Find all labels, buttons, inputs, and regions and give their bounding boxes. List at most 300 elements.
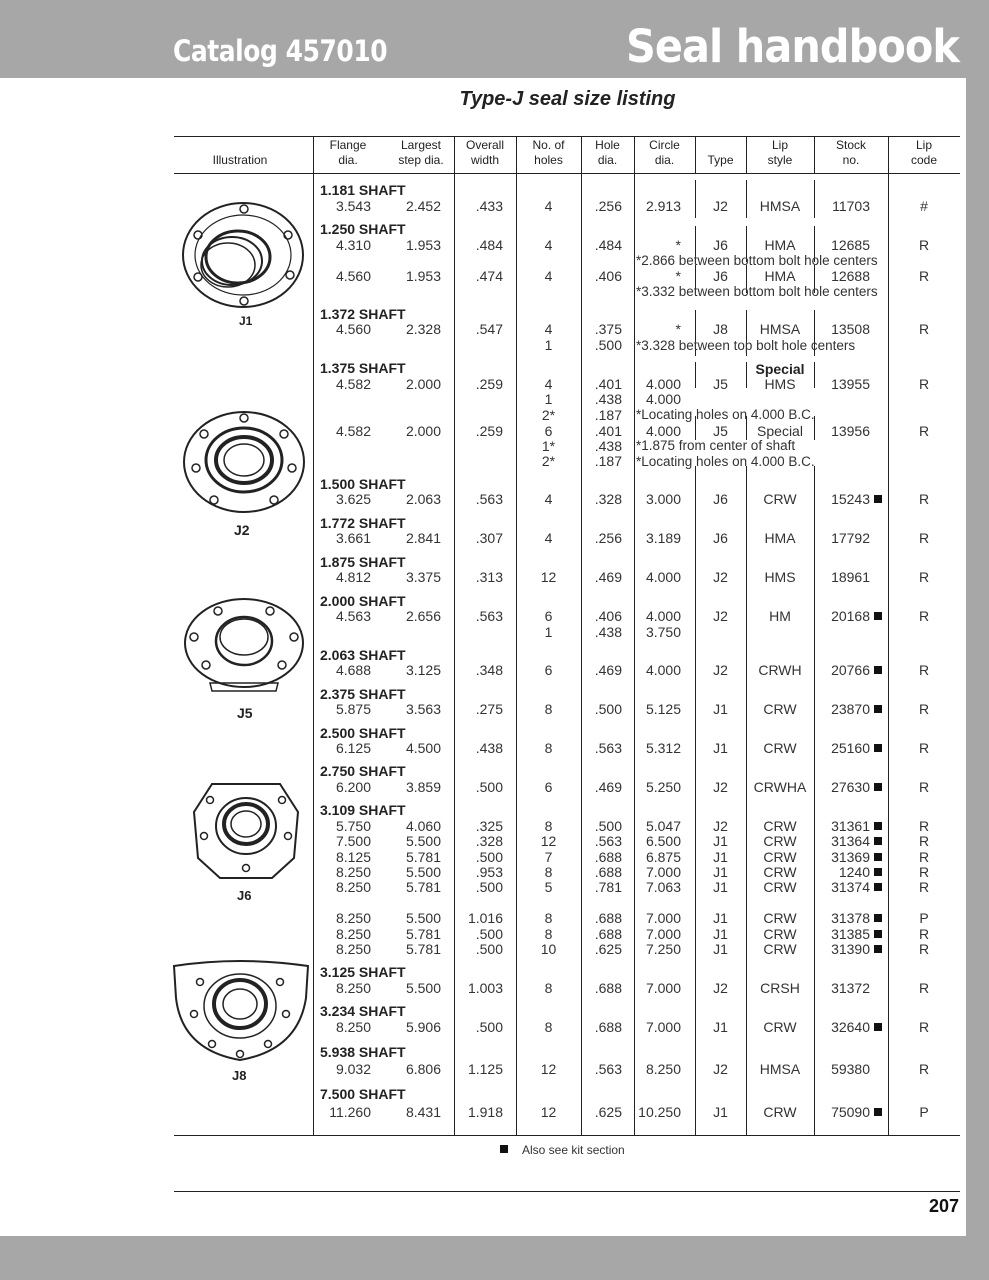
cell-circle-dia: 5.125 <box>645 701 681 717</box>
cell-hole-dia: .563 <box>594 740 622 756</box>
table-top-rule <box>174 136 960 137</box>
cell-lip-style: HMA <box>764 530 796 546</box>
cell-lip-code: R <box>918 608 930 624</box>
footnote-text: *Locating holes on 4.000 B.C. <box>636 407 815 422</box>
cell-lip-style: HMSA <box>759 321 801 337</box>
cell-flange-dia: 4.582 <box>335 423 371 439</box>
cell-lip-code: R <box>918 926 930 942</box>
shaft-size-heading: 1.372 SHAFT <box>320 306 406 322</box>
cell-hole-dia: .438 <box>594 391 622 407</box>
cell-no-of-holes: 8 <box>544 1019 553 1035</box>
cell-lip-style: CRW <box>763 849 797 865</box>
cell-overall-width: 1.918 <box>467 1104 503 1120</box>
shaft-size-heading: 1.375 SHAFT <box>320 360 406 376</box>
cell-lip-code: R <box>918 833 930 849</box>
cell-hole-dia: .781 <box>594 879 622 895</box>
cell-circle-dia: 4.000 <box>645 391 681 407</box>
cell-lip-style: Special <box>755 361 805 377</box>
cell-no-of-holes: 6 <box>544 423 553 439</box>
cell-hole-dia: .500 <box>594 701 622 717</box>
cell-flange-dia: 8.250 <box>335 941 371 957</box>
cell-circle-dia: 5.047 <box>645 818 681 834</box>
shaft-size-heading: 3.234 SHAFT <box>320 1003 406 1019</box>
cell-lip-style: HMSA <box>759 198 801 214</box>
cell-no-of-holes: 7 <box>544 849 553 865</box>
cell-flange-dia: 4.688 <box>335 662 371 678</box>
cell-hole-dia: .688 <box>594 1019 622 1035</box>
cell-flange-dia: 4.563 <box>335 608 371 624</box>
cell-largest-step-dia: 5.500 <box>405 833 441 849</box>
cell-circle-dia: 4.000 <box>645 608 681 624</box>
cell-hole-dia: .469 <box>594 569 622 585</box>
cell-circle-dia: 2.913 <box>645 198 681 214</box>
header-stock-no: Stock no. <box>835 138 866 167</box>
cell-overall-width: 1.003 <box>467 980 503 996</box>
cell-circle-dia: * <box>675 321 681 337</box>
cell-overall-width: .500 <box>475 926 503 942</box>
cell-lip-style: CRWH <box>758 662 802 678</box>
cell-no-of-holes: 4 <box>544 376 553 392</box>
cell-hole-dia: .256 <box>594 198 622 214</box>
cell-circle-dia: 7.000 <box>645 910 681 926</box>
cell-lip-code: R <box>918 423 930 439</box>
cell-lip-style: Special <box>757 423 803 439</box>
cell-lip-code: R <box>918 237 930 253</box>
cell-circle-dia: 7.000 <box>645 864 681 880</box>
cell-no-of-holes: 4 <box>544 321 553 337</box>
cell-type: J2 <box>713 1061 728 1077</box>
cell-type: J1 <box>713 864 728 880</box>
cell-largest-step-dia: 2.452 <box>405 198 441 214</box>
cell-circle-dia: 5.312 <box>645 740 681 756</box>
cell-largest-step-dia: 5.781 <box>405 941 441 957</box>
cell-hole-dia: .406 <box>594 268 622 284</box>
cell-type: J1 <box>713 1104 728 1120</box>
cell-flange-dia: 6.125 <box>335 740 371 756</box>
cell-stock-no: 20168 <box>831 608 870 624</box>
cell-no-of-holes: 1 <box>544 624 553 640</box>
cell-stock-no: 13956 <box>831 423 870 439</box>
cell-circle-dia: 3.000 <box>645 491 681 507</box>
cell-largest-step-dia: 2.000 <box>405 376 441 392</box>
cell-type: J1 <box>713 740 728 756</box>
cell-largest-step-dia: 8.431 <box>405 1104 441 1120</box>
cell-no-of-holes: 6 <box>544 662 553 678</box>
cell-circle-dia: * <box>675 237 681 253</box>
cell-overall-width: .328 <box>475 833 503 849</box>
cell-lip-style: CRW <box>763 941 797 957</box>
cell-no-of-holes: 8 <box>544 864 553 880</box>
j1-seal-illustration <box>180 197 310 312</box>
footnote-text: *3.328 between top bolt hole centers <box>636 338 856 353</box>
header-largest-step: Largest step dia. <box>398 138 444 167</box>
cell-no-of-holes: 2* <box>541 407 556 423</box>
cell-no-of-holes: 4 <box>544 198 553 214</box>
shaft-size-heading: 1.500 SHAFT <box>320 476 406 492</box>
cell-flange-dia: 4.560 <box>335 268 371 284</box>
illustration-label-j6: J6 <box>237 888 252 903</box>
kit-marker-icon <box>874 868 882 876</box>
cell-stock-no: 12685 <box>831 237 870 253</box>
cell-type: J2 <box>713 980 728 996</box>
shaft-size-heading: 1.875 SHAFT <box>320 554 406 570</box>
cell-hole-dia: .688 <box>594 910 622 926</box>
cell-type: J1 <box>713 701 728 717</box>
cell-largest-step-dia: 2.000 <box>405 423 441 439</box>
cell-lip-code: # <box>920 198 928 214</box>
cell-type: J1 <box>713 941 728 957</box>
kit-marker-icon <box>874 1023 882 1031</box>
cell-flange-dia: 8.250 <box>335 910 371 926</box>
cell-overall-width: .325 <box>475 818 503 834</box>
shaft-size-heading: 1.181 SHAFT <box>320 182 406 198</box>
cell-stock-no: 17792 <box>831 530 870 546</box>
page-subtitle: Type-J seal size listing <box>459 88 676 110</box>
cell-flange-dia: 8.250 <box>335 926 371 942</box>
cell-lip-style: HMSA <box>759 1061 801 1077</box>
footnote-text: *1.875 from center of shaft <box>636 438 796 453</box>
kit-marker-icon <box>874 930 882 938</box>
cell-hole-dia: .187 <box>594 407 622 423</box>
table-bottom-rule <box>174 1135 960 1136</box>
cell-stock-no: 23870 <box>831 701 870 717</box>
cell-hole-dia: .401 <box>594 423 622 439</box>
cell-hole-dia: .406 <box>594 608 622 624</box>
cell-stock-no: 13508 <box>831 321 870 337</box>
cell-type: J6 <box>713 268 728 284</box>
cell-largest-step-dia: 2.328 <box>405 321 441 337</box>
cell-lip-style: HMS <box>764 569 796 585</box>
cell-lip-style: CRW <box>763 910 797 926</box>
cell-flange-dia: 4.582 <box>335 376 371 392</box>
kit-marker-icon <box>874 853 882 861</box>
cell-largest-step-dia: 4.060 <box>405 818 441 834</box>
cell-lip-style: CRW <box>763 1104 797 1120</box>
cell-flange-dia: 8.250 <box>335 879 371 895</box>
cell-flange-dia: 8.250 <box>335 864 371 880</box>
cell-type: J6 <box>713 530 728 546</box>
cell-lip-style: CRW <box>763 1019 797 1035</box>
cell-overall-width: .500 <box>475 849 503 865</box>
cell-circle-dia: 7.063 <box>645 879 681 895</box>
footer-rule <box>174 1191 960 1192</box>
cell-overall-width: .433 <box>475 198 503 214</box>
cell-stock-no: 31390 <box>831 941 870 957</box>
cell-overall-width: .500 <box>475 1019 503 1035</box>
cell-hole-dia: .688 <box>594 864 622 880</box>
header-hole-dia: Hole dia. <box>595 138 620 167</box>
cell-circle-dia: 7.000 <box>645 926 681 942</box>
cell-lip-code: R <box>918 569 930 585</box>
cell-circle-dia: 3.189 <box>645 530 681 546</box>
cell-lip-code: R <box>918 530 930 546</box>
page-number: 207 <box>928 1196 959 1216</box>
cell-largest-step-dia: 5.500 <box>405 910 441 926</box>
cell-type: J1 <box>713 1019 728 1035</box>
cell-lip-style: HMA <box>764 237 796 253</box>
shaft-size-heading: 3.125 SHAFT <box>320 964 406 980</box>
kit-legend: Also see kit section <box>500 1143 625 1157</box>
cell-flange-dia: 3.661 <box>335 530 371 546</box>
cell-largest-step-dia: 5.906 <box>405 1019 441 1035</box>
cell-type: J1 <box>713 910 728 926</box>
cell-no-of-holes: 10 <box>540 941 557 957</box>
cell-flange-dia: 9.032 <box>335 1061 371 1077</box>
footnote-text: *2.866 between bottom bolt hole centers <box>636 253 878 268</box>
cell-circle-dia: 7.000 <box>645 980 681 996</box>
cell-hole-dia: .187 <box>594 453 622 469</box>
cell-stock-no: 75090 <box>831 1104 870 1120</box>
cell-lip-code: R <box>918 701 930 717</box>
cell-flange-dia: 5.875 <box>335 701 371 717</box>
shaft-size-heading: 2.000 SHAFT <box>320 593 406 609</box>
cell-lip-code: R <box>918 1061 930 1077</box>
cell-circle-dia: 7.000 <box>645 1019 681 1035</box>
j8-seal-illustration <box>170 958 312 1064</box>
cell-type: J6 <box>713 491 728 507</box>
cell-lip-code: R <box>918 941 930 957</box>
header-lip-style: Lip style <box>767 138 793 167</box>
j2-seal-illustration <box>182 410 306 516</box>
header-no-holes: No. of holes <box>532 138 565 167</box>
cell-flange-dia: 3.543 <box>335 198 371 214</box>
cell-type: J2 <box>713 662 728 678</box>
cell-largest-step-dia: 5.500 <box>405 980 441 996</box>
cell-stock-no: 31385 <box>831 926 870 942</box>
cell-no-of-holes: 1 <box>544 391 553 407</box>
cell-overall-width: .563 <box>475 608 503 624</box>
cell-stock-no: 27630 <box>831 779 870 795</box>
header-bottom-rule <box>174 173 960 174</box>
cell-flange-dia: 8.250 <box>335 980 371 996</box>
cell-lip-code: R <box>918 491 930 507</box>
cell-no-of-holes: 1 <box>544 337 553 353</box>
cell-stock-no: 31369 <box>831 849 870 865</box>
cell-lip-code: R <box>918 864 930 880</box>
cell-circle-dia: 4.000 <box>645 423 681 439</box>
cell-no-of-holes: 1* <box>541 438 556 454</box>
kit-marker-icon <box>874 666 882 674</box>
cell-lip-style: CRW <box>763 818 797 834</box>
cell-stock-no: 31361 <box>831 818 870 834</box>
shaft-size-heading: 3.109 SHAFT <box>320 802 406 818</box>
kit-marker-icon <box>874 744 882 752</box>
cell-no-of-holes: 8 <box>544 926 553 942</box>
cell-lip-code: R <box>918 740 930 756</box>
cell-circle-dia: * <box>675 268 681 284</box>
cell-lip-code: R <box>918 662 930 678</box>
cell-lip-code: R <box>918 980 930 996</box>
cell-lip-code: P <box>919 1104 929 1120</box>
cell-lip-code: R <box>918 779 930 795</box>
header-illustration: Illustration <box>212 153 268 167</box>
cell-flange-dia: 3.625 <box>335 491 371 507</box>
cell-overall-width: 1.016 <box>467 910 503 926</box>
cell-flange-dia: 8.250 <box>335 1019 371 1035</box>
cell-stock-no: 59380 <box>831 1061 870 1077</box>
cell-lip-style: CRW <box>763 864 797 880</box>
cell-no-of-holes: 4 <box>544 268 553 284</box>
cell-overall-width: .275 <box>475 701 503 717</box>
kit-marker-icon <box>874 822 882 830</box>
cell-overall-width: .474 <box>475 268 503 284</box>
cell-type: J1 <box>713 833 728 849</box>
cell-no-of-holes: 6 <box>544 779 553 795</box>
cell-type: J1 <box>713 849 728 865</box>
catalog-number: Catalog 457010 <box>173 34 388 68</box>
cell-largest-step-dia: 5.781 <box>405 879 441 895</box>
shaft-size-heading: 2.375 SHAFT <box>320 686 406 702</box>
cell-circle-dia: 6.500 <box>645 833 681 849</box>
cell-flange-dia: 7.500 <box>335 833 371 849</box>
footnote-text: *3.332 between bottom bolt hole centers <box>636 284 878 299</box>
cell-no-of-holes: 8 <box>544 701 553 717</box>
cell-stock-no: 31372 <box>831 980 870 996</box>
cell-lip-style: HM <box>769 608 791 624</box>
cell-no-of-holes: 8 <box>544 910 553 926</box>
cell-no-of-holes: 8 <box>544 740 553 756</box>
illustration-label-j1: J1 <box>239 314 253 328</box>
cell-lip-style: CRW <box>763 491 797 507</box>
cell-overall-width: .313 <box>475 569 503 585</box>
kit-marker-icon <box>874 945 882 953</box>
cell-no-of-holes: 12 <box>540 1104 557 1120</box>
cell-no-of-holes: 12 <box>540 1061 557 1077</box>
cell-lip-code: R <box>918 268 930 284</box>
cell-overall-width: .563 <box>475 491 503 507</box>
cell-hole-dia: .328 <box>594 491 622 507</box>
cell-stock-no: 18961 <box>831 569 870 585</box>
illustration-label-j8: J8 <box>232 1068 247 1083</box>
cell-largest-step-dia: 2.063 <box>405 491 441 507</box>
cell-lip-style: CRWHA <box>753 779 807 795</box>
header-circle-dia: Circle dia. <box>649 138 680 167</box>
cell-overall-width: .438 <box>475 740 503 756</box>
cell-stock-no: 31364 <box>831 833 870 849</box>
cell-circle-dia: 7.250 <box>645 941 681 957</box>
cell-stock-no: 20766 <box>831 662 870 678</box>
kit-marker-icon <box>874 612 882 620</box>
cell-no-of-holes: 12 <box>540 833 557 849</box>
shaft-size-heading: 2.500 SHAFT <box>320 725 406 741</box>
cell-lip-code: R <box>918 879 930 895</box>
cell-lip-style: CRW <box>763 879 797 895</box>
cell-flange-dia: 4.560 <box>335 321 371 337</box>
cell-hole-dia: .688 <box>594 849 622 865</box>
cell-overall-width: .500 <box>475 779 503 795</box>
kit-marker-icon <box>874 1108 882 1116</box>
cell-largest-step-dia: 5.500 <box>405 864 441 880</box>
cell-type: J5 <box>713 376 728 392</box>
cell-lip-style: CRW <box>763 833 797 849</box>
cell-lip-code: R <box>918 1019 930 1035</box>
cell-largest-step-dia: 3.859 <box>405 779 441 795</box>
cell-overall-width: .547 <box>475 321 503 337</box>
handbook-title: Seal handbook <box>625 20 959 73</box>
cell-largest-step-dia: 3.375 <box>405 569 441 585</box>
cell-overall-width: .500 <box>475 879 503 895</box>
kit-marker-icon <box>874 783 882 791</box>
cell-hole-dia: .469 <box>594 662 622 678</box>
cell-hole-dia: .484 <box>594 237 622 253</box>
cell-overall-width: .500 <box>475 941 503 957</box>
cell-lip-style: CRW <box>763 701 797 717</box>
cell-lip-style: HMS <box>764 376 796 392</box>
cell-circle-dia: 6.875 <box>645 849 681 865</box>
cell-stock-no: 31378 <box>831 910 870 926</box>
cell-circle-dia: 8.250 <box>645 1061 681 1077</box>
cell-stock-no: 11703 <box>832 198 870 214</box>
cell-lip-style: CRW <box>763 740 797 756</box>
cell-hole-dia: .563 <box>594 833 622 849</box>
header-type: Type <box>707 153 734 167</box>
cell-largest-step-dia: 5.781 <box>405 926 441 942</box>
cell-largest-step-dia: 4.500 <box>405 740 441 756</box>
kit-marker-icon <box>874 914 882 922</box>
cell-stock-no: 25160 <box>831 740 870 756</box>
cell-hole-dia: .438 <box>594 438 622 454</box>
cell-hole-dia: .375 <box>594 321 622 337</box>
cell-no-of-holes: 5 <box>544 879 553 895</box>
cell-stock-no: 13955 <box>831 376 870 392</box>
cell-overall-width: .484 <box>475 237 503 253</box>
cell-hole-dia: .500 <box>594 337 622 353</box>
cell-hole-dia: .438 <box>594 624 622 640</box>
cell-hole-dia: .469 <box>594 779 622 795</box>
cell-hole-dia: .500 <box>594 818 622 834</box>
cell-lip-code: P <box>919 910 929 926</box>
cell-circle-dia: 4.000 <box>645 662 681 678</box>
cell-no-of-holes: 12 <box>540 569 557 585</box>
cell-type: J5 <box>713 423 728 439</box>
header-lip-code: Lip code <box>910 138 938 167</box>
cell-hole-dia: .688 <box>594 926 622 942</box>
cell-overall-width: 1.125 <box>467 1061 503 1077</box>
cell-largest-step-dia: 3.125 <box>405 662 441 678</box>
cell-type: J2 <box>713 779 728 795</box>
cell-circle-dia: 4.000 <box>645 376 681 392</box>
cell-stock-no: 15243 <box>831 491 870 507</box>
cell-circle-dia: 4.000 <box>645 569 681 585</box>
cell-overall-width: .259 <box>475 423 503 439</box>
cell-hole-dia: .625 <box>594 941 622 957</box>
cell-flange-dia: 4.812 <box>335 569 371 585</box>
cell-type: J1 <box>713 926 728 942</box>
cell-no-of-holes: 4 <box>544 491 553 507</box>
cell-stock-no: 12688 <box>831 268 870 284</box>
kit-marker-icon <box>874 883 882 891</box>
cell-stock-no: 1240 <box>838 864 870 880</box>
cell-lip-code: R <box>918 321 930 337</box>
cell-hole-dia: .563 <box>594 1061 622 1077</box>
j6-seal-illustration <box>190 778 302 882</box>
cell-lip-style: CRW <box>763 926 797 942</box>
shaft-size-heading: 1.250 SHAFT <box>320 221 406 237</box>
cell-largest-step-dia: 5.781 <box>405 849 441 865</box>
cell-type: J2 <box>713 818 728 834</box>
cell-largest-step-dia: 2.656 <box>405 608 441 624</box>
cell-hole-dia: .688 <box>594 980 622 996</box>
cell-hole-dia: .256 <box>594 530 622 546</box>
cell-lip-code: R <box>918 376 930 392</box>
cell-flange-dia: 8.125 <box>335 849 371 865</box>
footnote-text: *Locating holes on 4.000 B.C. <box>636 454 815 469</box>
j5-seal-illustration <box>182 597 306 695</box>
cell-largest-step-dia: 1.953 <box>405 237 441 253</box>
kit-marker-icon <box>874 495 882 503</box>
cell-circle-dia: 10.250 <box>638 1104 681 1120</box>
illustration-label-j5: J5 <box>237 705 253 721</box>
